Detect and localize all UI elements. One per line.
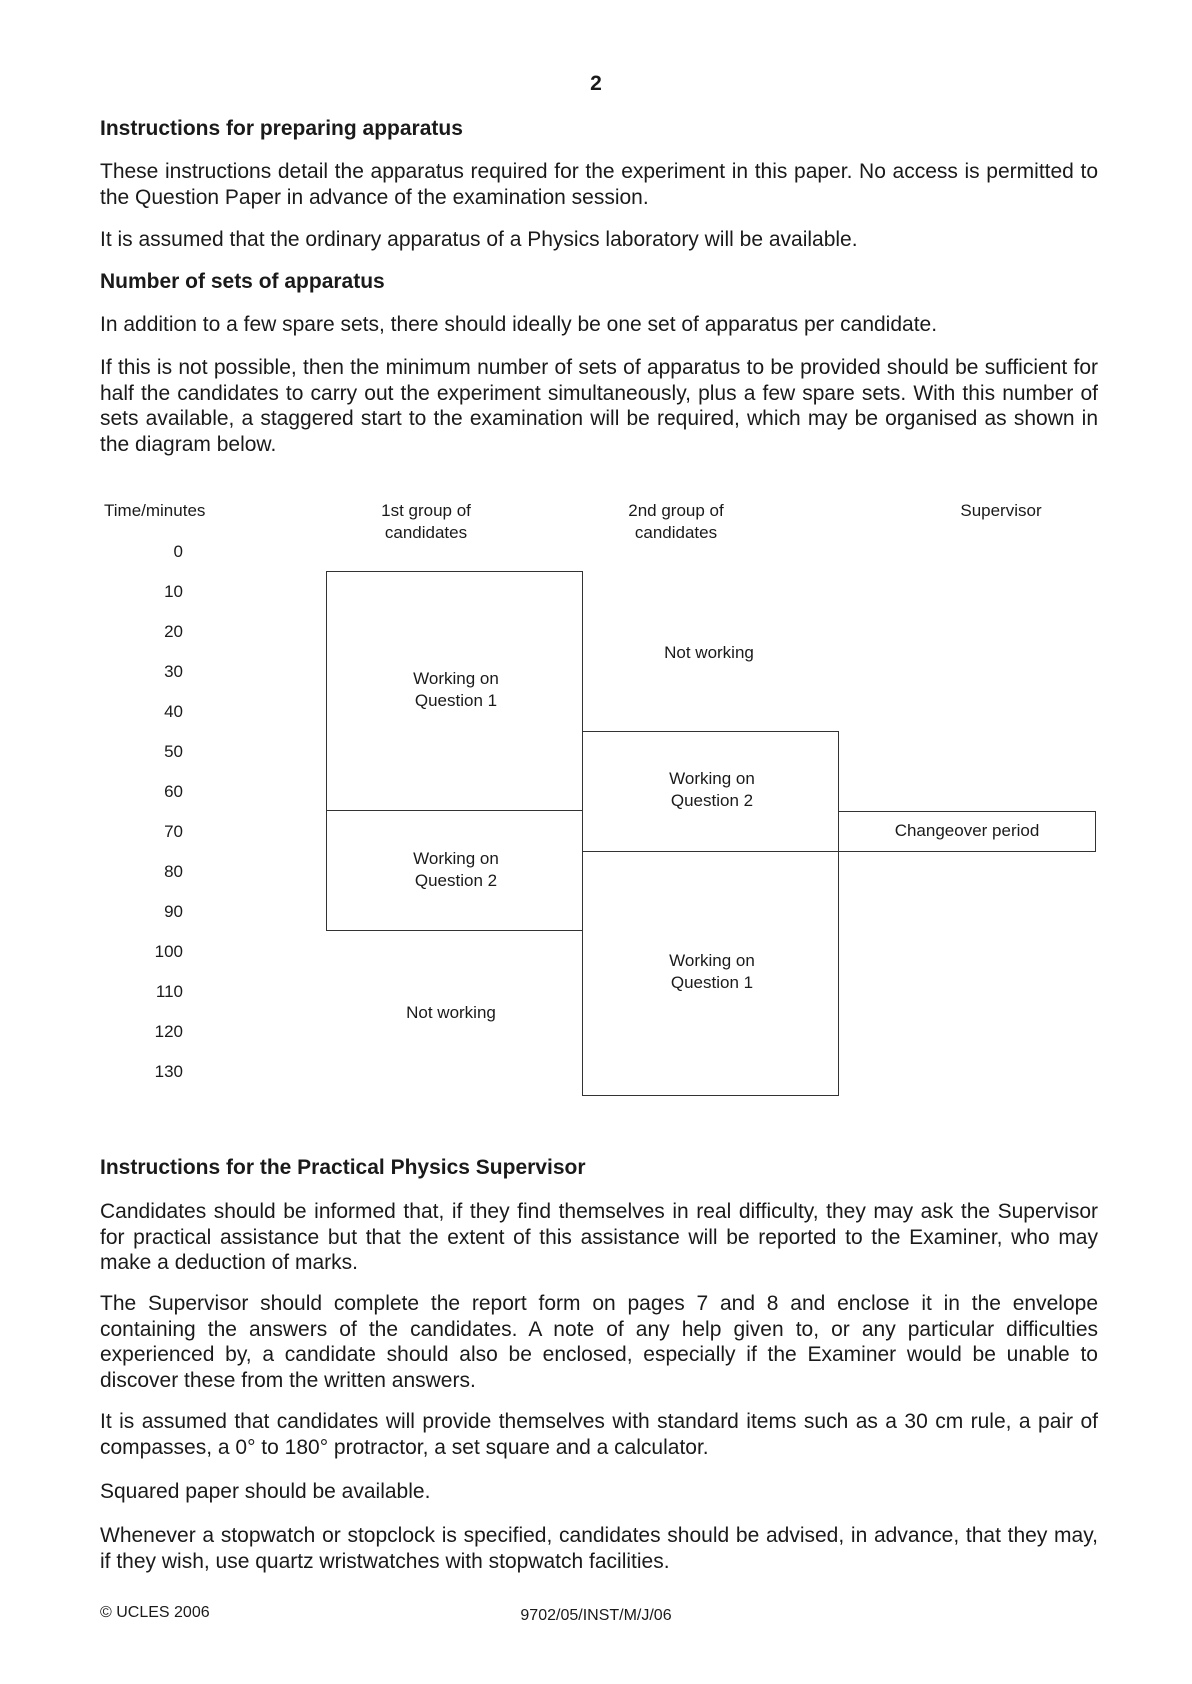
time-tick: 60 — [164, 782, 183, 801]
group1-header-line2: candidates — [384, 523, 468, 542]
time-tick: 70 — [164, 822, 183, 841]
section-heading-preparing-apparatus: Instructions for preparing apparatus — [100, 117, 463, 140]
paragraph: Squared paper should be available. — [100, 1480, 431, 1503]
group2-header-line2: candidates — [634, 523, 718, 542]
time-tick: 10 — [164, 582, 183, 601]
group1-column-header — [346, 500, 506, 544]
paragraph: The Supervisor should complete the report form on pages 7 and 8 and enclose it in the envelope containing the answers of the candidates. A note of any help given to, or any particular difficulties experienced by, a candidate should also be enclosed, especially if the Examiner would be unable to discover these from the written answers. — [100, 1292, 1098, 1392]
group1-not-working-label: Not working — [406, 1003, 496, 1022]
group1-question1-label — [386, 668, 526, 712]
staggered-start-diagram — [100, 500, 1100, 1120]
paragraph: In addition to a few spare sets, there should ideally be one set of apparatus per candidate. — [100, 313, 938, 336]
time-tick: 20 — [164, 622, 183, 641]
label-line: Question 1 — [414, 691, 498, 710]
paragraph: Candidates should be informed that, if they find themselves in real difficulty, they may ask the Supervisor for practical assistance but that the extent of this assistance will be reported to the Examiner, who may make a deduction of marks. — [100, 1200, 1098, 1274]
supervisor-column-header: Supervisor — [960, 501, 1042, 520]
time-tick: 130 — [154, 1062, 183, 1081]
paragraph: These instructions detail the apparatus required for the experiment in this paper. No access is permitted to the Question Paper in advance of the examination session. — [100, 160, 1098, 209]
time-tick: 30 — [164, 662, 183, 681]
time-tick: 50 — [164, 742, 183, 761]
group1-question2-label — [386, 848, 526, 892]
time-tick: 110 — [155, 982, 183, 1001]
label-line: Working on — [413, 849, 499, 868]
time-tick: 0 — [173, 542, 183, 561]
copyright-notice: © UCLES 2006 — [100, 1604, 210, 1621]
group2-question1-label — [642, 950, 782, 994]
time-tick: 120 — [154, 1022, 183, 1041]
label-line: Question 2 — [670, 791, 754, 810]
paragraph: If this is not possible, then the minimum number of sets of apparatus to be provided should be sufficient for half the candidates to carry out the experiment simultaneously, plus a few spare sets. With this number of sets available, a staggered start to the examination will be required, which may be organised as shown in the diagram below. — [100, 356, 1098, 456]
section-heading-supervisor: Instructions for the Practical Physics Supervisor — [100, 1156, 586, 1179]
time-column-header: Time/minutes — [104, 501, 206, 520]
group2-question2-label — [642, 768, 782, 812]
group2-not-working-label: Not working — [664, 643, 754, 662]
label-line: Working on — [669, 769, 755, 788]
paragraph: It is assumed that the ordinary apparatus of a Physics laboratory will be available. — [100, 228, 858, 251]
group2-header-line1: 2nd group of — [628, 501, 724, 520]
paragraph: It is assumed that candidates will provide themselves with standard items such as a 30 cm rule, a pair of compasses, a 0° to 180° protractor, a set square and a calculator. — [100, 1410, 1098, 1459]
time-tick: 80 — [164, 862, 183, 881]
label-line: Working on — [413, 669, 499, 688]
label-line: Working on — [669, 951, 755, 970]
section-heading-number-of-sets: Number of sets of apparatus — [100, 270, 385, 293]
time-tick: 40 — [164, 702, 183, 721]
group1-header-line1: 1st group of — [381, 501, 471, 520]
time-tick: 100 — [154, 942, 183, 961]
document-code: 9702/05/INST/M/J/06 — [520, 1607, 672, 1624]
group2-column-header — [596, 500, 756, 544]
paragraph: Whenever a stopwatch or stopclock is specified, candidates should be advised, in advance, that they may, if they wish, use quartz wristwatches with stopwatch facilities. — [100, 1524, 1098, 1573]
page-number: 2 — [590, 72, 602, 95]
label-line: Question 2 — [414, 871, 498, 890]
label-line: Question 1 — [670, 973, 754, 992]
changeover-period-label: Changeover period — [894, 821, 1040, 840]
time-tick: 90 — [164, 902, 183, 921]
